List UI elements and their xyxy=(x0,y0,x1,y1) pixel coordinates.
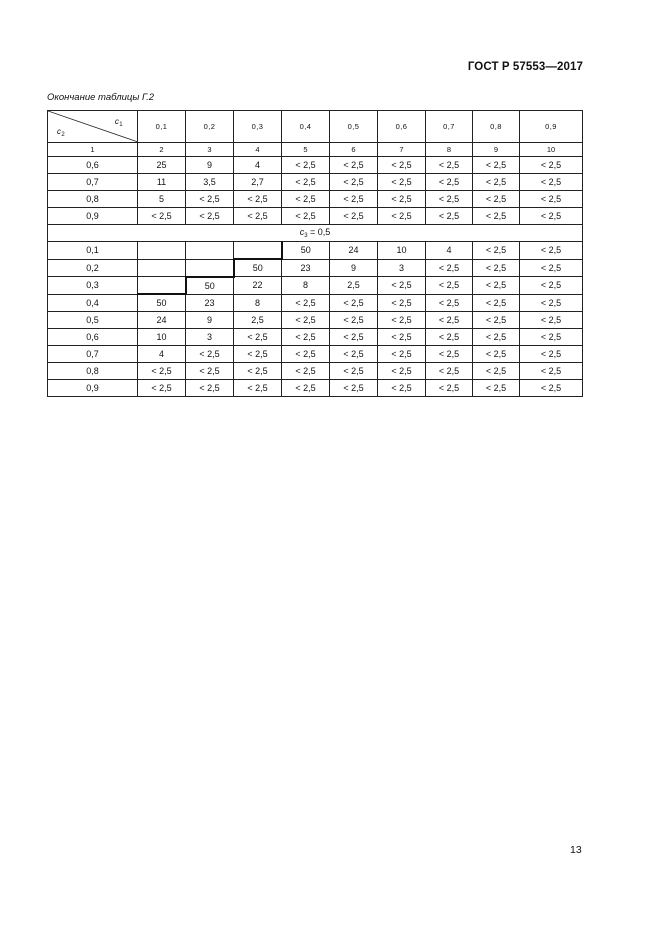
table-row xyxy=(48,329,583,346)
table-cell: < 2,5 xyxy=(282,157,330,174)
table-cell: < 2,5 xyxy=(473,294,520,312)
table-cell: < 2,5 xyxy=(473,346,520,363)
table-cell: < 2,5 xyxy=(426,191,473,208)
column-header: 0,4 xyxy=(282,111,330,143)
table-cell: < 2,5 xyxy=(473,363,520,380)
table-row xyxy=(48,277,583,295)
table-cell: < 2,5 xyxy=(186,208,234,225)
table-cell: < 2,5 xyxy=(282,363,330,380)
table-cell: < 2,5 xyxy=(473,259,520,277)
table-cell: < 2,5 xyxy=(282,191,330,208)
corner-label-c2: $с_2$ xyxy=(57,127,66,138)
column-number: 3 xyxy=(186,143,234,157)
table-cell: 50 xyxy=(186,277,234,295)
table-cell: 10 xyxy=(138,329,186,346)
table-cell: < 2,5 xyxy=(426,277,473,295)
column-number: 6 xyxy=(330,143,378,157)
table-row xyxy=(48,157,583,174)
table-cell xyxy=(186,259,234,277)
table-cell: < 2,5 xyxy=(138,208,186,225)
table-cell: 2,7 xyxy=(234,174,282,191)
table-cell: < 2,5 xyxy=(282,346,330,363)
table-cell: < 2,5 xyxy=(520,191,583,208)
column-number: 9 xyxy=(473,143,520,157)
table-cell: < 2,5 xyxy=(426,259,473,277)
column-header: 0,5 xyxy=(330,111,378,143)
table-cell: < 2,5 xyxy=(234,191,282,208)
table-cell: < 2,5 xyxy=(138,380,186,397)
subheader-row xyxy=(48,225,583,242)
table-cell: < 2,5 xyxy=(186,363,234,380)
table-cell: < 2,5 xyxy=(234,346,282,363)
column-number: 5 xyxy=(282,143,330,157)
table-cell: < 2,5 xyxy=(520,277,583,295)
table-cell: 24 xyxy=(330,242,378,260)
row-header-cell: 0,3 xyxy=(48,277,138,295)
table-row xyxy=(48,191,583,208)
table-cell: 3 xyxy=(378,259,426,277)
table-cell: < 2,5 xyxy=(234,329,282,346)
table-row xyxy=(48,312,583,329)
table-cell: < 2,5 xyxy=(473,157,520,174)
table-cell: 50 xyxy=(282,242,330,260)
table-cell: < 2,5 xyxy=(378,363,426,380)
table-cell: < 2,5 xyxy=(378,208,426,225)
table-cell: < 2,5 xyxy=(378,277,426,295)
table-cell: < 2,5 xyxy=(520,174,583,191)
table-cell: < 2,5 xyxy=(330,174,378,191)
table-cell: < 2,5 xyxy=(520,157,583,174)
table-cell: 10 xyxy=(378,242,426,260)
table-row xyxy=(48,242,583,260)
table-cell: < 2,5 xyxy=(282,380,330,397)
column-number: 1 xyxy=(48,143,138,157)
table-row xyxy=(48,380,583,397)
row-header-cell: 0,2 xyxy=(48,259,138,277)
column-number: 10 xyxy=(520,143,583,157)
table-cell: 3 xyxy=(186,329,234,346)
row-header-cell: 0,4 xyxy=(48,294,138,312)
table-cell: < 2,5 xyxy=(473,208,520,225)
table-cell: < 2,5 xyxy=(520,259,583,277)
row-header-cell: 0,5 xyxy=(48,312,138,329)
table-cell xyxy=(186,242,234,260)
table-cell: < 2,5 xyxy=(186,380,234,397)
table-cell: < 2,5 xyxy=(426,208,473,225)
row-header-cell: 0,9 xyxy=(48,208,138,225)
table-cell: < 2,5 xyxy=(234,363,282,380)
table-cell: < 2,5 xyxy=(473,329,520,346)
column-number: 7 xyxy=(378,143,426,157)
table-cell: < 2,5 xyxy=(330,294,378,312)
column-header: 0,2 xyxy=(186,111,234,143)
table-cell: < 2,5 xyxy=(138,363,186,380)
table-row xyxy=(48,174,583,191)
row-header-cell: 0,9 xyxy=(48,380,138,397)
page-number: 13 xyxy=(570,844,582,856)
table-row xyxy=(48,346,583,363)
table-cell: < 2,5 xyxy=(378,157,426,174)
column-header: 0,6 xyxy=(378,111,426,143)
table-cell: 24 xyxy=(138,312,186,329)
document-header: ГОСТ Р 57553—2017 xyxy=(467,61,583,73)
table-cell: < 2,5 xyxy=(378,174,426,191)
column-header: 0,3 xyxy=(234,111,282,143)
table-cell: < 2,5 xyxy=(473,380,520,397)
column-header: 0,1 xyxy=(138,111,186,143)
table-cell: < 2,5 xyxy=(378,380,426,397)
table-cell: < 2,5 xyxy=(520,294,583,312)
table-cell xyxy=(138,277,186,295)
table-cell: < 2,5 xyxy=(330,380,378,397)
column-header: 0,7 xyxy=(426,111,473,143)
table-cell: < 2,5 xyxy=(520,242,583,260)
table-cell: < 2,5 xyxy=(520,312,583,329)
table-cell: < 2,5 xyxy=(426,157,473,174)
table-cell: < 2,5 xyxy=(426,294,473,312)
table-cell: < 2,5 xyxy=(282,208,330,225)
table-cell: 8 xyxy=(282,277,330,295)
row-header-cell: 0,7 xyxy=(48,174,138,191)
table-cell: < 2,5 xyxy=(473,242,520,260)
table-cell: < 2,5 xyxy=(330,191,378,208)
corner-header-cell xyxy=(48,111,138,143)
table-cell: < 2,5 xyxy=(520,208,583,225)
table-cell: < 2,5 xyxy=(378,312,426,329)
corner-label-c1: $с_1$ xyxy=(114,117,123,128)
subheader-c3: $с_3 = 0,5$ xyxy=(48,225,583,242)
table-cell: < 2,5 xyxy=(426,329,473,346)
table-cell: 11 xyxy=(138,174,186,191)
table-cell: < 2,5 xyxy=(378,294,426,312)
table-cell: < 2,5 xyxy=(330,157,378,174)
column-number-row xyxy=(48,143,583,157)
table-cell: < 2,5 xyxy=(473,174,520,191)
table-cell: < 2,5 xyxy=(473,191,520,208)
table-cell: 50 xyxy=(234,259,282,277)
table-cell: < 2,5 xyxy=(378,329,426,346)
table-cell: 25 xyxy=(138,157,186,174)
table-cell: < 2,5 xyxy=(330,208,378,225)
table-cell: < 2,5 xyxy=(234,208,282,225)
table-row xyxy=(48,208,583,225)
table-cell: < 2,5 xyxy=(520,363,583,380)
table-cell: < 2,5 xyxy=(426,312,473,329)
table-cell: 50 xyxy=(138,294,186,312)
column-header: 0,9 xyxy=(520,111,583,143)
table-cell: < 2,5 xyxy=(426,380,473,397)
table-cell: < 2,5 xyxy=(473,312,520,329)
table-cell: < 2,5 xyxy=(330,312,378,329)
table-cell: < 2,5 xyxy=(426,363,473,380)
table-header-row xyxy=(48,111,583,143)
column-number: 4 xyxy=(234,143,282,157)
table-cell: 5 xyxy=(138,191,186,208)
column-number: 8 xyxy=(426,143,473,157)
table-cell: 4 xyxy=(138,346,186,363)
table-cell: 2,5 xyxy=(234,312,282,329)
table-cell: < 2,5 xyxy=(282,329,330,346)
table-row xyxy=(48,259,583,277)
table-cell: < 2,5 xyxy=(282,174,330,191)
table-cell: < 2,5 xyxy=(282,312,330,329)
row-header-cell: 0,1 xyxy=(48,242,138,260)
table-cell: < 2,5 xyxy=(330,329,378,346)
table-cell: < 2,5 xyxy=(426,346,473,363)
table-cell: < 2,5 xyxy=(186,191,234,208)
table-cell: 9 xyxy=(330,259,378,277)
table-cell: 8 xyxy=(234,294,282,312)
table-cell: < 2,5 xyxy=(330,346,378,363)
table-cell: 4 xyxy=(234,157,282,174)
table-row xyxy=(48,294,583,312)
table-cell: 9 xyxy=(186,157,234,174)
table-caption: Окончание таблицы Г.2 xyxy=(47,92,155,103)
table-cell: < 2,5 xyxy=(378,191,426,208)
row-header-cell: 0,8 xyxy=(48,191,138,208)
table-cell: < 2,5 xyxy=(186,346,234,363)
table-cell: < 2,5 xyxy=(426,174,473,191)
row-header-cell: 0,6 xyxy=(48,157,138,174)
table-cell xyxy=(234,242,282,260)
table-cell: 9 xyxy=(186,312,234,329)
table-cell: < 2,5 xyxy=(520,346,583,363)
table-cell: 22 xyxy=(234,277,282,295)
row-header-cell: 0,6 xyxy=(48,329,138,346)
table-cell: < 2,5 xyxy=(520,329,583,346)
table-cell xyxy=(138,242,186,260)
table-cell: 3,5 xyxy=(186,174,234,191)
column-number: 2 xyxy=(138,143,186,157)
table-cell: < 2,5 xyxy=(473,277,520,295)
row-header-cell: 0,7 xyxy=(48,346,138,363)
data-table xyxy=(47,110,583,397)
table-cell xyxy=(138,259,186,277)
table-cell: < 2,5 xyxy=(378,346,426,363)
table-cell: < 2,5 xyxy=(330,363,378,380)
table-cell: 2,5 xyxy=(330,277,378,295)
table-cell: 23 xyxy=(282,259,330,277)
table-row xyxy=(48,363,583,380)
table-cell: 23 xyxy=(186,294,234,312)
row-header-cell: 0,8 xyxy=(48,363,138,380)
table-cell: < 2,5 xyxy=(520,380,583,397)
table-cell: < 2,5 xyxy=(282,294,330,312)
column-header: 0,8 xyxy=(473,111,520,143)
table-cell: < 2,5 xyxy=(234,380,282,397)
table-cell: 4 xyxy=(426,242,473,260)
